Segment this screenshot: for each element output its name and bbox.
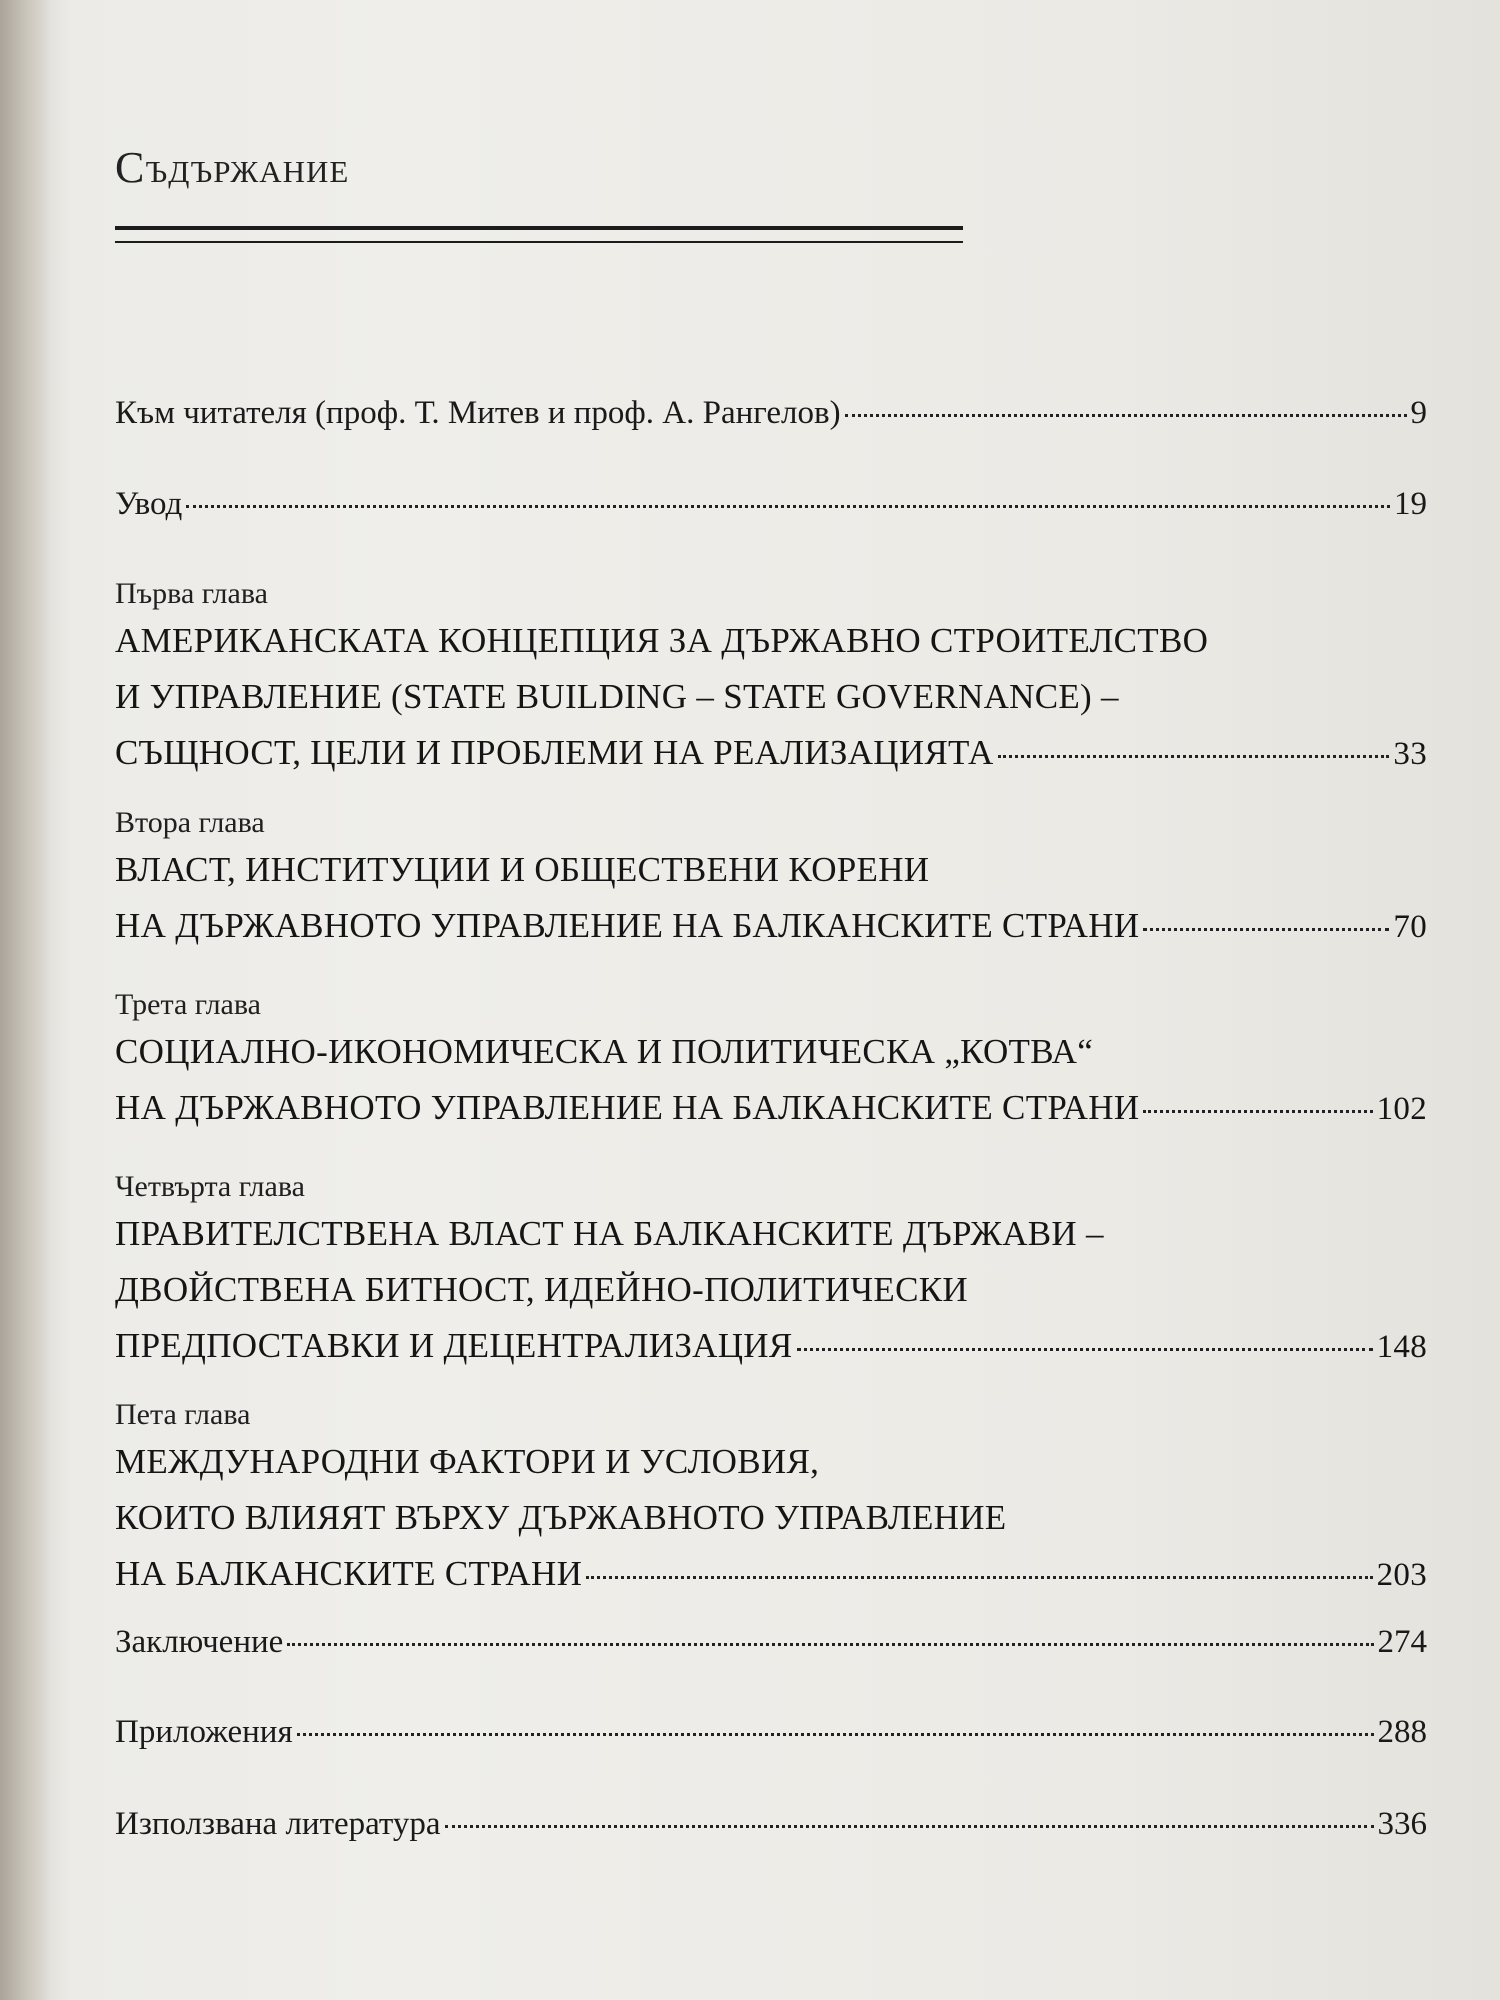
toc-page-number: 70 bbox=[1393, 909, 1427, 945]
chapter-title-line: ДВОЙСТВЕНА БИТНОСТ, ИДЕЙНО-ПОЛИТИЧЕСКИ bbox=[115, 1270, 968, 1309]
toc-page-number: 274 bbox=[1377, 1624, 1427, 1660]
toc-chapter-1[interactable] bbox=[115, 577, 1427, 782]
page-title: Съдържание bbox=[115, 143, 350, 192]
chapter-title-line: КОИТО ВЛИЯЯТ ВЪРХУ ДЪРЖАВНОТО УПРАВЛЕНИЕ bbox=[115, 1498, 1007, 1537]
toc-entry-appendices[interactable] bbox=[115, 1714, 1427, 1751]
leader-dots bbox=[297, 1733, 1374, 1736]
page-gutter-shadow bbox=[0, 0, 50, 2000]
toc-page-number: 9 bbox=[1410, 395, 1427, 431]
chapter-title-line: НА БАЛКАНСКИТЕ СТРАНИ bbox=[115, 1554, 583, 1593]
chapter-title-line: ПРЕДПОСТАВКИ И ДЕЦЕНТРАЛИЗАЦИЯ bbox=[115, 1326, 793, 1365]
toc-entry-title: Заключение bbox=[115, 1624, 284, 1660]
toc-entry-title: Използвана литература bbox=[115, 1806, 441, 1842]
toc-chapter-4[interactable] bbox=[115, 1170, 1427, 1375]
toc-chapter-2[interactable] bbox=[115, 806, 1427, 955]
title-rule-thin bbox=[115, 241, 963, 243]
toc-entry-preface[interactable] bbox=[115, 395, 1427, 432]
leader-dots bbox=[287, 1643, 1373, 1646]
chapter-label: Пета глава bbox=[115, 1398, 251, 1431]
toc-entry-introduction[interactable] bbox=[115, 486, 1427, 523]
toc-chapter-3[interactable] bbox=[115, 988, 1427, 1137]
toc-entry-bibliography[interactable] bbox=[115, 1806, 1427, 1843]
chapter-title-line: СЪЩНОСТ, ЦЕЛИ И ПРОБЛЕМИ НА РЕАЛИЗАЦИЯТА bbox=[115, 733, 994, 772]
toc-chapter-5[interactable] bbox=[115, 1398, 1427, 1603]
leader-dots bbox=[445, 1825, 1374, 1828]
toc-entry-title: Към читателя (проф. Т. Митев и проф. А. Рангелов) bbox=[115, 395, 841, 431]
leader-dots bbox=[186, 505, 1390, 508]
title-rule-thick bbox=[115, 226, 963, 230]
chapter-title-line: НА ДЪРЖАВНОТО УПРАВЛЕНИЕ НА БАЛКАНСКИТЕ СТРАНИ bbox=[115, 906, 1140, 945]
chapter-title-line: МЕЖДУНАРОДНИ ФАКТОРИ И УСЛОВИЯ, bbox=[115, 1442, 820, 1481]
toc-page-number: 203 bbox=[1376, 1557, 1427, 1593]
chapter-title-line: НА ДЪРЖАВНОТО УПРАВЛЕНИЕ НА БАЛКАНСКИТЕ СТРАНИ bbox=[115, 1088, 1140, 1127]
leader-dots bbox=[845, 414, 1407, 417]
chapter-label: Първа глава bbox=[115, 577, 268, 610]
toc-page-number: 33 bbox=[1393, 736, 1427, 772]
chapter-title-line: СОЦИАЛНО-ИКОНОМИЧЕСКА И ПОЛИТИЧЕСКА „КОТВА“ bbox=[115, 1032, 1094, 1071]
toc-page-number: 288 bbox=[1377, 1714, 1427, 1750]
leader-dots bbox=[797, 1348, 1373, 1351]
leader-dots bbox=[586, 1576, 1372, 1579]
toc-entry-title: Приложения bbox=[115, 1714, 293, 1750]
toc-entry-title: Увод bbox=[115, 486, 183, 522]
chapter-title-line: ПРАВИТЕЛСТВЕНА ВЛАСТ НА БАЛКАНСКИТЕ ДЪРЖАВИ – bbox=[115, 1214, 1104, 1253]
chapter-label: Четвърта глава bbox=[115, 1170, 305, 1203]
toc-page-number: 102 bbox=[1376, 1091, 1427, 1127]
leader-dots bbox=[998, 755, 1390, 758]
chapter-label: Трета глава bbox=[115, 988, 261, 1021]
chapter-title-line: АМЕРИКАНСКАТА КОНЦЕПЦИЯ ЗА ДЪРЖАВНО СТРОИТЕЛСТВО bbox=[115, 621, 1209, 660]
toc-page-number: 336 bbox=[1377, 1806, 1427, 1842]
leader-dots bbox=[1143, 928, 1389, 931]
leader-dots bbox=[1143, 1110, 1372, 1113]
toc-page-number: 19 bbox=[1394, 486, 1427, 522]
toc-page-number: 148 bbox=[1376, 1329, 1427, 1365]
toc-entry-conclusion[interactable] bbox=[115, 1624, 1427, 1661]
chapter-title-line: И УПРАВЛЕНИЕ (STATE BUILDING – STATE GOVERNANCE) – bbox=[115, 677, 1119, 716]
chapter-title-line: ВЛАСТ, ИНСТИТУЦИИ И ОБЩЕСТВЕНИ КОРЕНИ bbox=[115, 850, 930, 889]
chapter-label: Втора глава bbox=[115, 806, 265, 839]
